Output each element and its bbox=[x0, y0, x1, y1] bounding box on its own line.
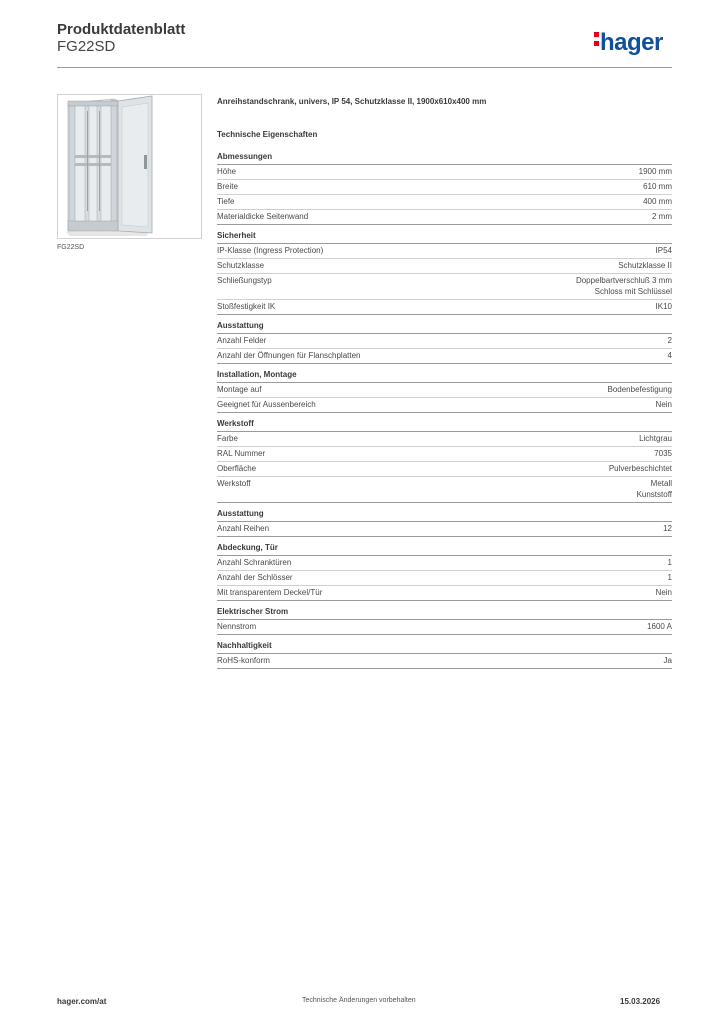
hager-logo[interactable] bbox=[594, 29, 663, 57]
section-installation-montage bbox=[217, 370, 672, 413]
property-label: Breite bbox=[217, 182, 238, 191]
property-row bbox=[217, 522, 672, 537]
property-row bbox=[217, 383, 672, 398]
image-caption: FG22SD bbox=[57, 244, 85, 251]
property-value: IK10 bbox=[655, 302, 672, 311]
property-row bbox=[217, 477, 672, 503]
page-title: Produktdatenblatt bbox=[57, 21, 186, 38]
property-label: Geeignet für Aussenbereich bbox=[217, 400, 316, 409]
properties-sections bbox=[217, 152, 672, 669]
property-row bbox=[217, 334, 672, 349]
footer-date: 15.03.2026 bbox=[620, 997, 661, 1006]
property-label: Farbe bbox=[217, 434, 238, 443]
logo-text: hager bbox=[600, 29, 663, 56]
property-row bbox=[217, 462, 672, 477]
property-label: Tiefe bbox=[217, 197, 235, 206]
property-label: Anzahl der Öffnungen für Flanschplatten bbox=[217, 351, 361, 360]
section-abmessungen bbox=[217, 152, 672, 225]
property-value: 4 bbox=[667, 351, 672, 360]
property-label: IP-Klasse (Ingress Protection) bbox=[217, 246, 324, 255]
section-title: Ausstattung bbox=[217, 321, 672, 334]
property-label: RoHS-konform bbox=[217, 656, 270, 665]
property-row bbox=[217, 195, 672, 210]
property-row bbox=[217, 556, 672, 571]
property-row bbox=[217, 586, 672, 601]
section-elektrischer-strom bbox=[217, 607, 672, 635]
header-divider bbox=[57, 67, 672, 68]
property-label: Schließungstyp bbox=[217, 276, 272, 285]
property-row bbox=[217, 274, 672, 300]
property-row bbox=[217, 620, 672, 635]
property-value: Doppelbartverschluß 3 mm Schloss mit Schlüssel bbox=[575, 276, 672, 296]
section-werkstoff bbox=[217, 419, 672, 503]
property-value: Lichtgrau bbox=[639, 434, 672, 443]
property-row bbox=[217, 571, 672, 586]
property-value: 400 mm bbox=[643, 197, 672, 206]
section-nachhaltigkeit bbox=[217, 641, 672, 669]
property-value: 1 bbox=[667, 558, 672, 567]
property-label: RAL Nummer bbox=[217, 449, 266, 458]
property-row bbox=[217, 398, 672, 413]
property-row bbox=[217, 300, 672, 315]
property-row bbox=[217, 180, 672, 195]
property-value: 1 bbox=[667, 573, 672, 582]
section-title: Abdeckung, Tür bbox=[217, 543, 672, 556]
section-title: Nachhaltigkeit bbox=[217, 641, 672, 654]
section-ausstattung bbox=[217, 321, 672, 364]
property-value: 12 bbox=[663, 524, 672, 533]
property-label: Anzahl Schranktüren bbox=[217, 558, 292, 567]
property-label: Werkstoff bbox=[217, 479, 251, 488]
section-ausstattung bbox=[217, 509, 672, 537]
section-abdeckung-tür bbox=[217, 543, 672, 601]
section-title: Installation, Montage bbox=[217, 370, 672, 383]
property-label: Schutzklasse bbox=[217, 261, 265, 270]
property-label: Anzahl Reihen bbox=[217, 524, 270, 533]
property-value: Ja bbox=[663, 656, 672, 665]
property-value: 1600 A bbox=[647, 622, 672, 631]
property-label: Höhe bbox=[217, 167, 237, 176]
logo-dots-icon bbox=[594, 29, 599, 46]
property-value: Metall Kunststoff bbox=[636, 479, 672, 499]
property-row bbox=[217, 259, 672, 274]
section-title: Abmessungen bbox=[217, 152, 672, 165]
property-value: Bodenbefestigung bbox=[607, 385, 672, 394]
property-label: Mit transparentem Deckel/Tür bbox=[217, 588, 323, 597]
section-title: Ausstattung bbox=[217, 509, 672, 522]
section-sicherheit bbox=[217, 231, 672, 315]
property-label: Stoßfestigkeit IK bbox=[217, 302, 276, 311]
property-value: Nein bbox=[655, 400, 672, 409]
property-value: 1900 mm bbox=[638, 167, 672, 176]
product-description: Anreihstandschrank, univers, IP 54, Schutzklasse II, 1900x610x400 mm bbox=[217, 97, 487, 106]
cabinet-image-icon bbox=[58, 95, 201, 238]
property-value: Nein bbox=[655, 588, 672, 597]
section-title: Elektrischer Strom bbox=[217, 607, 672, 620]
property-value: Schutzklasse II bbox=[618, 261, 672, 270]
technical-properties-heading: Technische Eigenschaften bbox=[217, 130, 318, 139]
property-row bbox=[217, 447, 672, 462]
product-code: FG22SD bbox=[57, 38, 116, 55]
section-title: Sicherheit bbox=[217, 231, 672, 244]
footer-disclaimer: Technische Änderungen vorbehalten bbox=[302, 997, 416, 1004]
property-row bbox=[217, 654, 672, 669]
property-value: 2 mm bbox=[652, 212, 672, 221]
property-value: 610 mm bbox=[643, 182, 672, 191]
section-title: Werkstoff bbox=[217, 419, 672, 432]
property-row bbox=[217, 349, 672, 364]
property-label: Anzahl der Schlösser bbox=[217, 573, 293, 582]
property-label: Montage auf bbox=[217, 385, 262, 394]
property-value: 7035 bbox=[654, 449, 672, 458]
property-label: Materialdicke Seitenwand bbox=[217, 212, 309, 221]
property-value: Pulverbeschichtet bbox=[608, 464, 672, 473]
property-row bbox=[217, 165, 672, 180]
footer-website[interactable]: hager.com/at bbox=[57, 997, 107, 1006]
product-details bbox=[217, 97, 672, 675]
property-row bbox=[217, 432, 672, 447]
property-label: Nennstrom bbox=[217, 622, 257, 631]
property-row bbox=[217, 244, 672, 259]
product-image bbox=[57, 94, 202, 239]
property-label: Anzahl Felder bbox=[217, 336, 267, 345]
property-value: IP54 bbox=[655, 246, 672, 255]
property-label: Oberfläche bbox=[217, 464, 257, 473]
property-row bbox=[217, 210, 672, 225]
property-value: 2 bbox=[667, 336, 672, 345]
